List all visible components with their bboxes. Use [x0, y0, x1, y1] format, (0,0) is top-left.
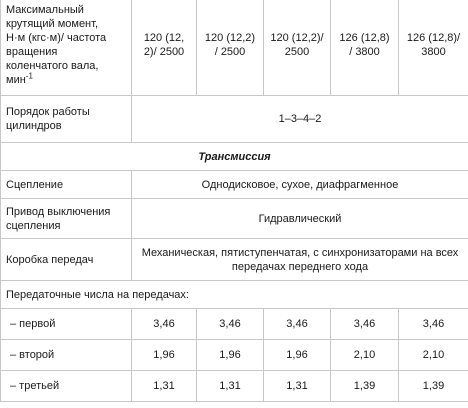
gear-ratio: 3,46: [132, 309, 197, 340]
torque-value-cell: [197, 0, 264, 96]
clutch-release-row: [1, 199, 468, 239]
clutch-row: [1, 171, 468, 199]
gear-ratio: 3,46: [399, 309, 468, 340]
gear-ratio: 1,31: [197, 371, 264, 402]
torque-row: [1, 0, 468, 96]
gear-row-second: [1, 340, 468, 371]
gear-row-first: [1, 309, 468, 340]
torque-unit-base: мин: [6, 74, 26, 86]
gearbox-value: Механическая, пятиступенчатая, с синхронизаторами на всех передачах переднего хода: [132, 239, 468, 281]
gear-ratio: 3,46: [197, 309, 264, 340]
clutch-release-value: Гидравлический: [132, 199, 468, 239]
torque-value-cell: [399, 0, 468, 96]
ratios-header-label: Передаточные числа на передачах:: [1, 281, 468, 309]
gear-label: – второй: [1, 340, 132, 371]
gear-ratio: 1,96: [197, 340, 264, 371]
torque-unit-sup: -1: [25, 71, 33, 81]
clutch-label: Сцепление: [1, 171, 132, 199]
gear-ratio: 3,46: [264, 309, 331, 340]
torque-label-line: Н·м (кгс·м)/ частота: [6, 32, 107, 44]
gear-ratio: 3,46: [331, 309, 399, 340]
torque-value: 126 (12,8) / 3800: [339, 32, 390, 58]
clutch-release-label: Привод выключения сцепления: [1, 199, 132, 239]
torque-value-cell: [264, 0, 331, 96]
ratios-header-row: [1, 281, 468, 309]
firing-order-value: 1–3–4–2: [132, 96, 468, 143]
gear-label: – третьей: [1, 371, 132, 402]
torque-label-line: Максимальный: [6, 4, 84, 16]
firing-order-row: [1, 96, 468, 143]
torque-value: 120 (12,2) / 2500: [204, 32, 256, 58]
torque-value-cell: [331, 0, 399, 96]
torque-value-cell: [132, 0, 197, 96]
torque-unit: [6, 73, 126, 87]
gear-ratio: 1,31: [264, 371, 331, 402]
torque-label-line: вращения: [6, 46, 58, 58]
section-row: [1, 143, 468, 171]
gearbox-row: [1, 239, 468, 281]
section-title: Трансмиссия: [1, 143, 468, 171]
gear-ratio: 1,39: [331, 371, 399, 402]
gear-ratio: 1,96: [132, 340, 197, 371]
torque-label-line: коленчатого вала,: [6, 60, 99, 72]
torque-value: 126 (12,8)/ 3800: [406, 32, 461, 58]
gear-ratio: 2,10: [331, 340, 399, 371]
torque-value: 120 (12, 2)/ 2500: [143, 32, 185, 58]
gear-row-third: [1, 371, 468, 402]
gear-ratio: 1,31: [132, 371, 197, 402]
gearbox-label: Коробка передач: [1, 239, 132, 281]
gear-ratio: 1,39: [399, 371, 468, 402]
gear-label: – первой: [1, 309, 132, 340]
torque-value: 120 (12,2)/ 2500: [270, 32, 324, 58]
gear-ratio: 1,96: [264, 340, 331, 371]
torque-label-line: крутящий момент,: [6, 18, 99, 30]
firing-order-label: Порядок работы цилиндров: [1, 96, 132, 143]
clutch-value: Однодисковое, сухое, диафрагменное: [132, 171, 468, 199]
gear-ratio: 2,10: [399, 340, 468, 371]
torque-label-cell: [1, 0, 132, 96]
